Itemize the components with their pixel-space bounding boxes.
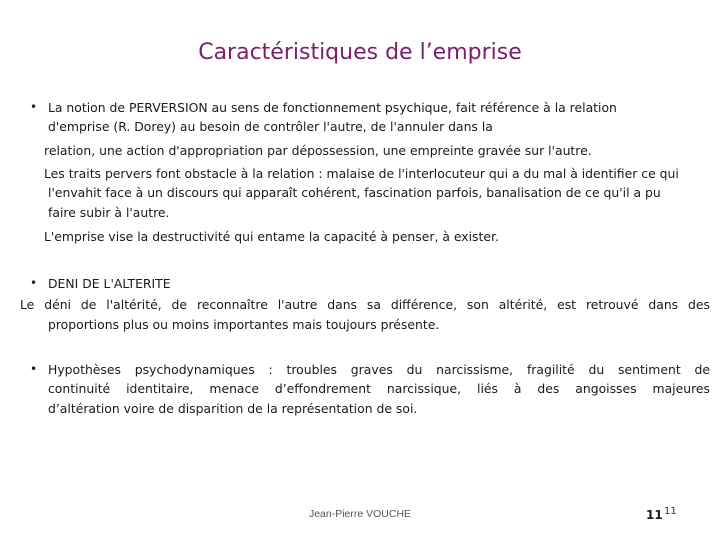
footer-author: Jean-Pierre VOUCHE	[308, 508, 412, 520]
slide-title: Caractéristiques de l’emprise	[198, 40, 522, 65]
section1-p3: L'emprise vise la destructivité qui entame la capacité à penser, à exister.	[44, 229, 499, 244]
section1-p2-line3: faire subir à l'autre.	[48, 205, 170, 220]
bullet-2: •	[30, 276, 38, 290]
section1-p1-line1: La notion de PERVERSION au sens de fonctionnement psychique, fait référence à la relation	[48, 100, 617, 115]
bullet-1: •	[30, 100, 38, 114]
section2-heading: DENI DE L'ALTERITE	[48, 276, 171, 291]
section2-line1: Le déni de l'altérité, de reconnaître l'autre dans sa différence, son altérité, est retrouvé dans des	[20, 297, 710, 312]
section3-line2: continuité identitaire, menace d’effondrement narcissique, liés à des angoisses majeures	[48, 381, 710, 396]
section3-line3: d’altération voire de disparition de la représentation de soi.	[48, 401, 418, 416]
section2-line2: proportions plus ou moins importantes mais toujours présente.	[48, 317, 440, 332]
page-number: 11	[646, 508, 663, 522]
section3-line1: Hypothèses psychodynamiques : troubles graves du narcissisme, fragilité du sentiment de	[48, 362, 710, 377]
section1-p1-line3: relation, une action d'appropriation par dépossession, une empreinte gravée sur l'autre.	[44, 143, 592, 158]
slide-number: 11	[664, 506, 677, 517]
bullet-3: •	[30, 362, 38, 376]
section1-p2-line1: Les traits pervers font obstacle à la relation : malaise de l'interlocuteur qui a du mal à identifier ce qui	[44, 166, 679, 181]
section1-p2-line2: l'envahit face à un discours qui apparaît cohérent, fascination parfois, banalisation de ce qu'il a pu	[48, 185, 661, 200]
section1-p1-line2: d'emprise (R. Dorey) au besoin de contrôler l'autre, de l'annuler dans la	[48, 119, 493, 134]
